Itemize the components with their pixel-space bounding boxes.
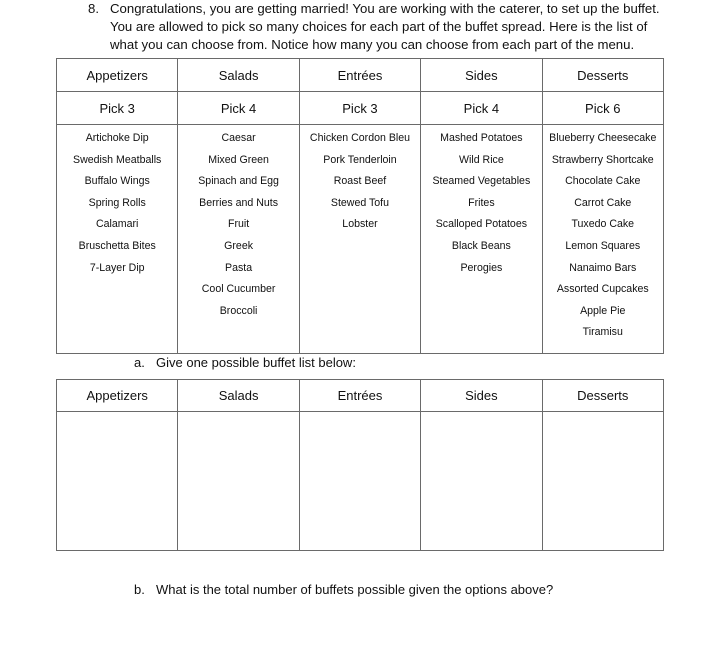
menu-item: Steamed Vegetables bbox=[432, 175, 531, 188]
entrees-items-cell bbox=[299, 125, 420, 354]
part-b-label: b. bbox=[134, 582, 145, 597]
menu-item: Blueberry Cheesecake bbox=[549, 132, 657, 144]
answer-header-row bbox=[57, 380, 664, 412]
menu-item: Cool Cucumber bbox=[201, 283, 276, 296]
answer-header-cell: Appetizers bbox=[57, 380, 178, 412]
menu-item: Tiramisu bbox=[582, 326, 623, 339]
menu-header-row bbox=[57, 59, 664, 92]
menu-item: Chicken Cordon Bleu bbox=[309, 132, 411, 144]
answer-header-cell: Entrées bbox=[299, 380, 420, 412]
menu-item: Mashed Potatoes bbox=[440, 132, 523, 144]
pick-count-cell: Pick 4 bbox=[421, 92, 542, 125]
menu-item: Fruit bbox=[227, 218, 250, 231]
answer-table bbox=[56, 379, 664, 551]
menu-item: 7-Layer Dip bbox=[89, 261, 145, 274]
sides-items-cell bbox=[421, 125, 542, 354]
menu-header-cell: Entrées bbox=[299, 59, 420, 92]
pick-count-cell: Pick 3 bbox=[299, 92, 420, 125]
menu-header-cell: Sides bbox=[421, 59, 542, 92]
menu-item: Spinach and Egg bbox=[198, 175, 279, 188]
answer-header-cell: Desserts bbox=[542, 380, 663, 412]
menu-header-cell: Salads bbox=[178, 59, 299, 92]
menu-table bbox=[56, 58, 664, 354]
part-b-prompt bbox=[134, 582, 553, 597]
question-text bbox=[110, 0, 685, 54]
appetizers-answer-cell[interactable] bbox=[57, 412, 178, 551]
desserts-answer-cell[interactable] bbox=[542, 412, 663, 551]
question-line: Congratulations, you are getting married! You are working with the caterer, to set up the buffet. bbox=[110, 1, 660, 16]
salads-answer-cell[interactable] bbox=[178, 412, 299, 551]
menu-item: Carrot Cake bbox=[574, 196, 632, 209]
menu-item: Roast Beef bbox=[333, 175, 387, 188]
pick-count-cell: Pick 3 bbox=[57, 92, 178, 125]
menu-item: Broccoli bbox=[219, 304, 258, 317]
part-a-prompt bbox=[134, 355, 356, 370]
menu-item: Bruschetta Bites bbox=[78, 239, 156, 252]
menu-item: Lobster bbox=[342, 218, 378, 231]
appetizers-items-cell bbox=[57, 125, 178, 354]
menu-item: Wild Rice bbox=[459, 153, 504, 166]
entrees-answer-cell[interactable] bbox=[299, 412, 420, 551]
answer-header-cell: Salads bbox=[178, 380, 299, 412]
menu-item: Mixed Green bbox=[208, 153, 269, 166]
menu-items-row bbox=[57, 125, 664, 354]
sides-answer-cell[interactable] bbox=[421, 412, 542, 551]
desserts-items-cell bbox=[542, 125, 663, 354]
answer-body-row bbox=[57, 412, 664, 551]
question-number: 8. bbox=[88, 1, 99, 16]
menu-item: Greek bbox=[224, 239, 254, 252]
menu-item: Lemon Squares bbox=[565, 239, 641, 252]
menu-item: Tuxedo Cake bbox=[571, 218, 635, 231]
menu-item: Swedish Meatballs bbox=[73, 153, 162, 166]
menu-item: Buffalo Wings bbox=[84, 175, 150, 188]
pick-count-cell: Pick 4 bbox=[178, 92, 299, 125]
menu-item: Apple Pie bbox=[580, 304, 626, 317]
pick-count-cell: Pick 6 bbox=[542, 92, 663, 125]
menu-header-cell: Desserts bbox=[542, 59, 663, 92]
answer-header-cell: Sides bbox=[421, 380, 542, 412]
menu-item: Artichoke Dip bbox=[85, 132, 149, 144]
menu-item: Spring Rolls bbox=[88, 196, 146, 209]
menu-pick-row bbox=[57, 92, 664, 125]
menu-item: Black Beans bbox=[451, 239, 511, 252]
question-line: what you can choose from. Notice how many you can choose from each part of the menu. bbox=[110, 37, 635, 52]
menu-item: Frites bbox=[468, 196, 495, 209]
menu-item: Chocolate Cake bbox=[565, 175, 641, 188]
salads-items-cell bbox=[178, 125, 299, 354]
menu-header-cell: Appetizers bbox=[57, 59, 178, 92]
part-a-text: Give one possible buffet list below: bbox=[156, 355, 356, 370]
question-line: You are allowed to pick so many choices for each part of the buffet spread. Here is the list of bbox=[110, 19, 648, 34]
menu-item: Caesar bbox=[221, 132, 256, 144]
menu-item: Strawberry Shortcake bbox=[551, 153, 654, 166]
menu-item: Perogies bbox=[460, 261, 503, 274]
menu-item: Stewed Tofu bbox=[330, 196, 390, 209]
menu-item: Nanaimo Bars bbox=[569, 261, 637, 274]
menu-item: Calamari bbox=[96, 218, 139, 231]
menu-item: Pork Tenderloin bbox=[323, 153, 397, 166]
menu-item: Assorted Cupcakes bbox=[556, 283, 649, 296]
part-b-text: What is the total number of buffets possible given the options above? bbox=[156, 582, 554, 597]
menu-item: Scalloped Potatoes bbox=[435, 218, 528, 231]
menu-item: Berries and Nuts bbox=[199, 196, 279, 209]
menu-item: Pasta bbox=[225, 261, 253, 274]
part-a-label: a. bbox=[134, 355, 145, 370]
